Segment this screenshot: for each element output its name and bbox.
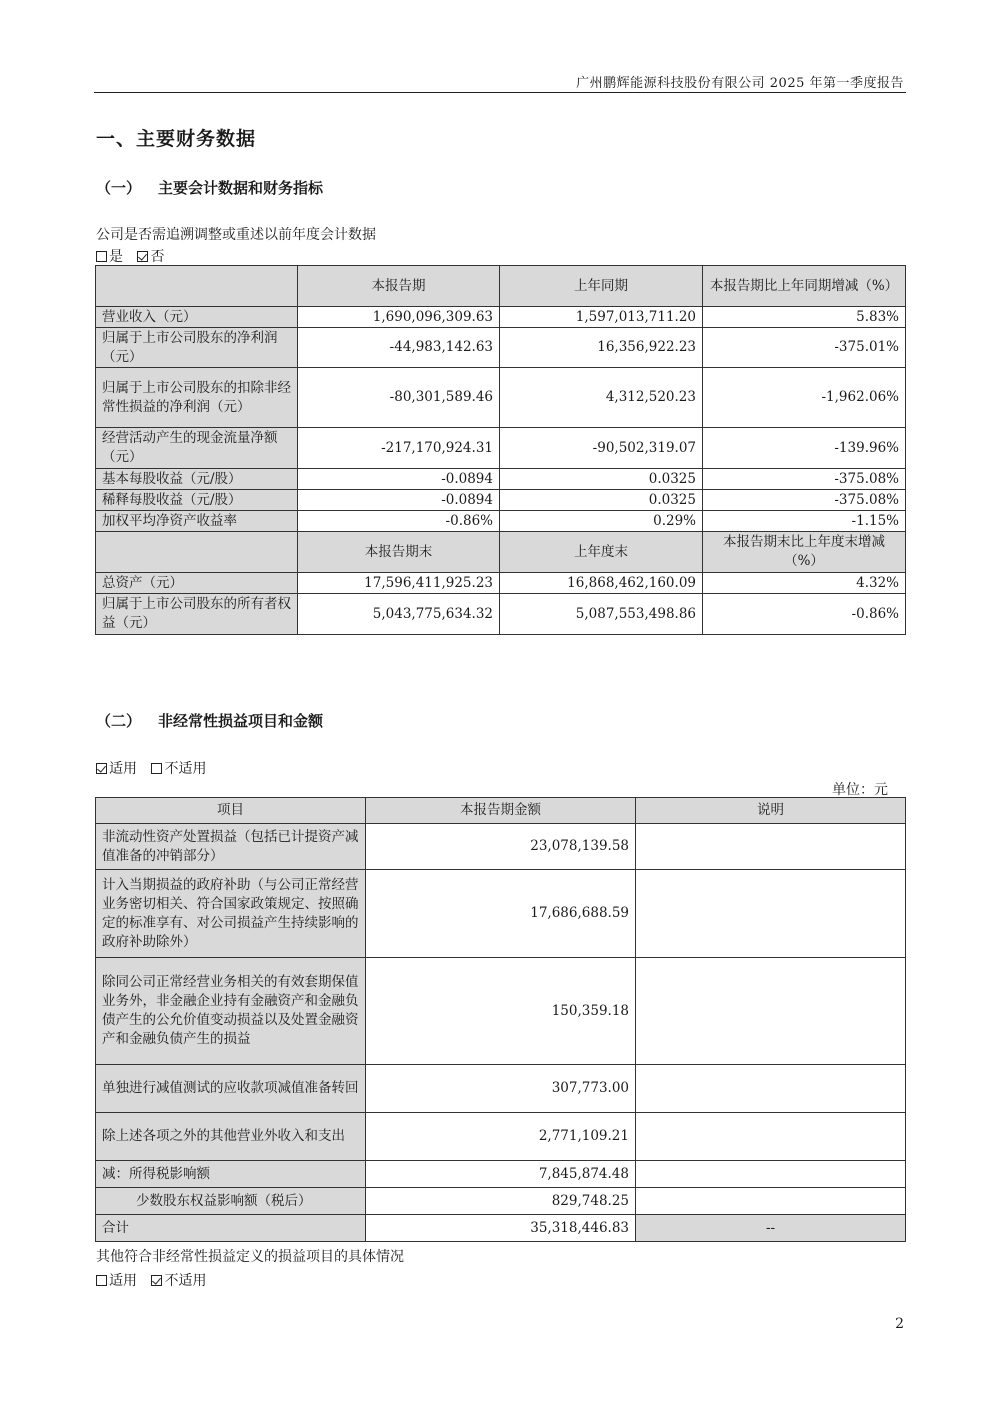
option-yes[interactable] bbox=[96, 249, 123, 265]
checkbox-unchecked-icon bbox=[151, 763, 162, 774]
table-row bbox=[96, 824, 906, 870]
prior-value: 1,597,013,711.20 bbox=[500, 307, 703, 328]
item-amount: 2,771,109.21 bbox=[366, 1113, 636, 1161]
table-row bbox=[96, 428, 906, 469]
total-label: 合计 bbox=[96, 1215, 366, 1242]
option-not-applicable[interactable] bbox=[151, 1273, 206, 1289]
change-value: -1,962.06% bbox=[703, 368, 906, 428]
prior-value: -90,502,319.07 bbox=[500, 428, 703, 469]
item-label: 非流动性资产处置损益（包括已计提资产减值准备的冲销部分） bbox=[96, 824, 366, 870]
item-amount: 150,359.18 bbox=[366, 958, 636, 1065]
prior-value: 16,356,922.23 bbox=[500, 328, 703, 368]
total-row bbox=[96, 1215, 906, 1242]
prior-value: 16,868,462,160.09 bbox=[500, 573, 703, 594]
option-no[interactable] bbox=[137, 249, 164, 265]
item-label: 计入当期损益的政府补助（与公司正常经营业务密切相关、符合国家政策规定、按照确定的标准享有、对公司损益产生持续影响的政府补助除外） bbox=[96, 870, 366, 958]
total-note: -- bbox=[636, 1215, 906, 1242]
table-row bbox=[96, 511, 906, 532]
prior-value: 0.29% bbox=[500, 511, 703, 532]
col-header-current-period: 本报告期 bbox=[298, 266, 500, 307]
row-label: 归属于上市公司股东的所有者权益（元） bbox=[96, 594, 298, 635]
row-label: 归属于上市公司股东的净利润（元） bbox=[96, 328, 298, 368]
subsection-2-number: （二） bbox=[96, 712, 142, 730]
current-value: 5,043,775,634.32 bbox=[298, 594, 500, 635]
report-header-title: 广州鹏辉能源科技股份有限公司 2025 年第一季度报告 bbox=[576, 76, 904, 91]
change-value: 4.32% bbox=[703, 573, 906, 594]
prior-value: 5,087,553,498.86 bbox=[500, 594, 703, 635]
col-header-prior-period: 上年同期 bbox=[500, 266, 703, 307]
col-header-item: 项目 bbox=[96, 798, 366, 824]
table-row bbox=[96, 490, 906, 511]
checkbox-unchecked-icon bbox=[96, 251, 107, 262]
key-financial-data-table bbox=[95, 265, 906, 635]
subsection-2-title bbox=[96, 710, 323, 731]
change-value: -1.15% bbox=[703, 511, 906, 532]
option-no-label: 否 bbox=[150, 249, 165, 265]
prior-value: 4,312,520.23 bbox=[500, 368, 703, 428]
item-amount: 23,078,139.58 bbox=[366, 824, 636, 870]
item-note bbox=[636, 1065, 906, 1113]
checkbox-checked-icon bbox=[96, 763, 107, 774]
item-amount: 7,845,874.48 bbox=[366, 1161, 636, 1188]
item-note bbox=[636, 824, 906, 870]
table-row bbox=[96, 368, 906, 428]
item-label: 除上述各项之外的其他营业外收入和支出 bbox=[96, 1113, 366, 1161]
table-row bbox=[96, 1161, 906, 1188]
item-note bbox=[636, 958, 906, 1065]
table-row bbox=[96, 870, 906, 958]
applicability-options bbox=[96, 758, 216, 778]
restatement-question: 公司是否需追溯调整或重述以前年度会计数据 bbox=[96, 227, 376, 243]
option-applicable-label: 适用 bbox=[109, 1273, 137, 1289]
header-rule bbox=[94, 92, 906, 93]
current-value: 17,596,411,925.23 bbox=[298, 573, 500, 594]
col-header-period-end: 本报告期末 bbox=[298, 532, 500, 573]
table-row bbox=[96, 1188, 906, 1215]
option-applicable[interactable] bbox=[96, 1273, 137, 1289]
table-row bbox=[96, 573, 906, 594]
item-amount: 307,773.00 bbox=[366, 1065, 636, 1113]
row-label: 总资产（元） bbox=[96, 573, 298, 594]
option-not-applicable-label: 不适用 bbox=[164, 761, 207, 777]
current-value: -0.86% bbox=[298, 511, 500, 532]
total-amount: 35,318,446.83 bbox=[366, 1215, 636, 1242]
subsection-1-text: 主要会计数据和财务指标 bbox=[158, 179, 324, 197]
current-value: -0.0894 bbox=[298, 469, 500, 490]
current-value: -0.0894 bbox=[298, 490, 500, 511]
unit-label: 单位：元 bbox=[832, 782, 888, 798]
change-value: -375.01% bbox=[703, 328, 906, 368]
table-row bbox=[96, 328, 906, 368]
row-label: 归属于上市公司股东的扣除非经常性损益的净利润（元） bbox=[96, 368, 298, 428]
item-label: 减：所得税影响额 bbox=[96, 1161, 366, 1188]
other-items-options bbox=[96, 1270, 216, 1290]
row-label: 加权平均净资产收益率 bbox=[96, 511, 298, 532]
item-note bbox=[636, 1113, 906, 1161]
col-header-prior-year-end: 上年度末 bbox=[500, 532, 703, 573]
change-value: -0.86% bbox=[703, 594, 906, 635]
col-header-change-vs-year-end: 本报告期末比上年度末增减（%） bbox=[703, 532, 906, 573]
other-items-text: 其他符合非经常性损益定义的损益项目的具体情况 bbox=[96, 1249, 404, 1265]
col-header-note: 说明 bbox=[636, 798, 906, 824]
option-not-applicable[interactable] bbox=[151, 761, 206, 777]
col-header-amount: 本报告期金额 bbox=[366, 798, 636, 824]
table-row bbox=[96, 1065, 906, 1113]
option-applicable[interactable] bbox=[96, 761, 137, 777]
item-amount: 17,686,688.59 bbox=[366, 870, 636, 958]
checkbox-unchecked-icon bbox=[96, 1275, 107, 1286]
change-value: -375.08% bbox=[703, 490, 906, 511]
row-label: 基本每股收益（元/股） bbox=[96, 469, 298, 490]
table-row bbox=[96, 307, 906, 328]
row-label: 营业收入（元） bbox=[96, 307, 298, 328]
current-value: -44,983,142.63 bbox=[298, 328, 500, 368]
row-label: 经营活动产生的现金流量净额（元） bbox=[96, 428, 298, 469]
item-note bbox=[636, 870, 906, 958]
subsection-2-text: 非经常性损益项目和金额 bbox=[158, 712, 324, 730]
table-header-row bbox=[96, 798, 906, 824]
item-label: 除同公司正常经营业务相关的有效套期保值业务外，非金融企业持有金融资产和金融负债产生的公允价值变动损益以及处置金融资产和金融负债产生的损益 bbox=[96, 958, 366, 1065]
current-value: 1,690,096,309.63 bbox=[298, 307, 500, 328]
prior-value: 0.0325 bbox=[500, 490, 703, 511]
item-note bbox=[636, 1188, 906, 1215]
subsection-1-title bbox=[96, 177, 323, 198]
table-header-row bbox=[96, 266, 906, 307]
table-subheader-row bbox=[96, 532, 906, 573]
option-applicable-label: 适用 bbox=[109, 761, 137, 777]
subsection-1-number: （一） bbox=[96, 179, 142, 197]
row-label: 稀释每股收益（元/股） bbox=[96, 490, 298, 511]
prior-value: 0.0325 bbox=[500, 469, 703, 490]
change-value: -139.96% bbox=[703, 428, 906, 469]
table-row bbox=[96, 1113, 906, 1161]
item-amount: 829,748.25 bbox=[366, 1188, 636, 1215]
header-blank-cell bbox=[96, 266, 298, 307]
page-number: 2 bbox=[895, 1316, 904, 1332]
item-note bbox=[636, 1161, 906, 1188]
change-value: -375.08% bbox=[703, 469, 906, 490]
table-row bbox=[96, 594, 906, 635]
item-label: 单独进行减值测试的应收款项减值准备转回 bbox=[96, 1065, 366, 1113]
table-row bbox=[96, 469, 906, 490]
option-yes-label: 是 bbox=[109, 249, 123, 265]
section-title: 一、主要财务数据 bbox=[96, 128, 257, 150]
change-value: 5.83% bbox=[703, 307, 906, 328]
option-not-applicable-label: 不适用 bbox=[164, 1273, 207, 1289]
current-value: -80,301,589.46 bbox=[298, 368, 500, 428]
table-row bbox=[96, 958, 906, 1065]
checkbox-checked-icon bbox=[151, 1275, 162, 1286]
checkbox-checked-icon bbox=[137, 251, 148, 262]
header-blank-cell bbox=[96, 532, 298, 573]
item-label: 少数股东权益影响额（税后） bbox=[96, 1188, 366, 1215]
restatement-options bbox=[96, 246, 174, 266]
non-recurring-items-table bbox=[95, 797, 906, 1242]
col-header-change: 本报告期比上年同期增减（%） bbox=[703, 266, 906, 307]
current-value: -217,170,924.31 bbox=[298, 428, 500, 469]
